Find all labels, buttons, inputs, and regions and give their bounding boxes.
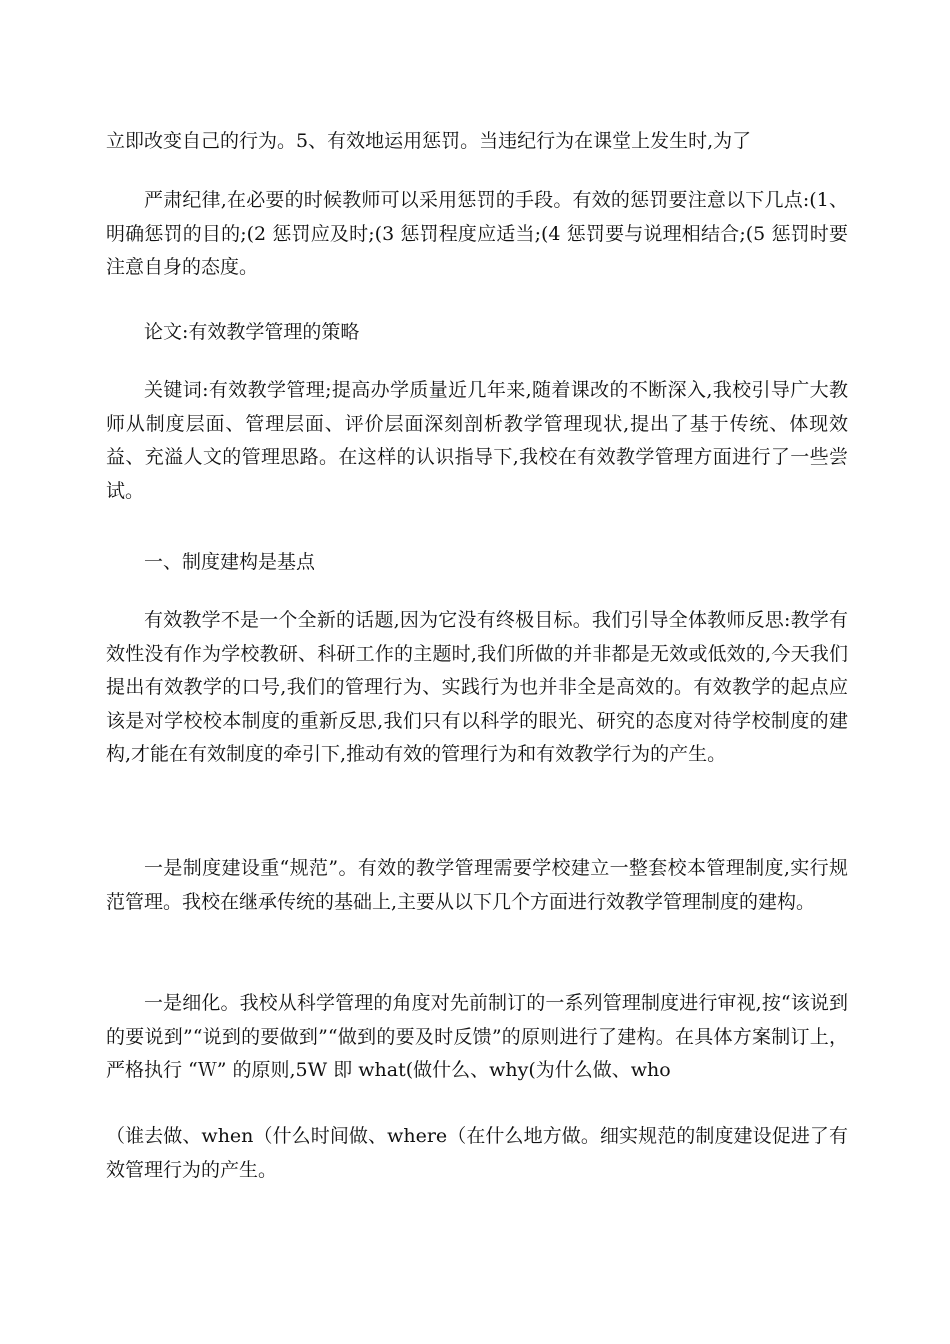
paragraph-6: 一是制度建设重“规范”。有效的教学管理需要学校建立一整套校本管理制度,实行规范管理。我校在继承传统的基础上,主要从以下几个方面进行效教学管理制度的建构。 xyxy=(106,857,848,913)
paragraph-8: （谁去做、when（什么时间做、where（在什么地方做。细实规范的制度建设促进了有效管理行为的产生。 xyxy=(106,1125,848,1181)
paragraph-3: 论文:有效教学管理的策略 xyxy=(144,321,360,343)
paragraph-7: 一是细化。我校从科学管理的角度对先前制订的一系列管理制度进行审视,按“该说到的要说到”“说到的要做到”“做到的要及时反馈”的原则进行了建构。在具体方案制订上，严格执行 “Ｗ” 的原则,5W 即 what(做什么、why(为什么做、who xyxy=(106,992,848,1081)
paragraph-2: 严肃纪律,在必要的时候教师可以采用惩罚的手段。有效的惩罚要注意以下几点:(1、明确惩罚的目的;(2 惩罚应及时;(3 惩罚程度应适当;(4 惩罚要与说理相结合;(5 惩罚时要注意自身的态度。 xyxy=(106,189,848,278)
section-heading: 一、制度建构是基点 xyxy=(144,551,316,573)
paragraph-5: 有效教学不是一个全新的话题,因为它没有终极目标。我们引导全体教师反思:教学有效性没有作为学校教研、科研工作的主题时,我们所做的并非都是无效或低效的,今天我们提出有效教学的口号,我们的管理行为、实践行为也并非全是高效的。有效教学的起点应该是对学校校本制度的重新反思,我们只有以科学的眼光、研究的态度对待学校制度的建构,才能在有效制度的牵引下,推动有效的管理行为和有效教学行为的产生。 xyxy=(106,609,848,765)
paragraph-1: 立即改变自己的行为。5、有效地运用惩罚。当违纪行为在课堂上发生时,为了 xyxy=(106,130,752,152)
paragraph-4: 关键词:有效教学管理;提高办学质量近几年来,随着课改的不断深入,我校引导广大教师从制度层面、管理层面、评价层面深刻剖析教学管理现状,提出了基于传统、体现效益、充溢人文的管理思路。在这样的认识指导下,我校在有效教学管理方面进行了一些尝试。 xyxy=(106,379,848,502)
